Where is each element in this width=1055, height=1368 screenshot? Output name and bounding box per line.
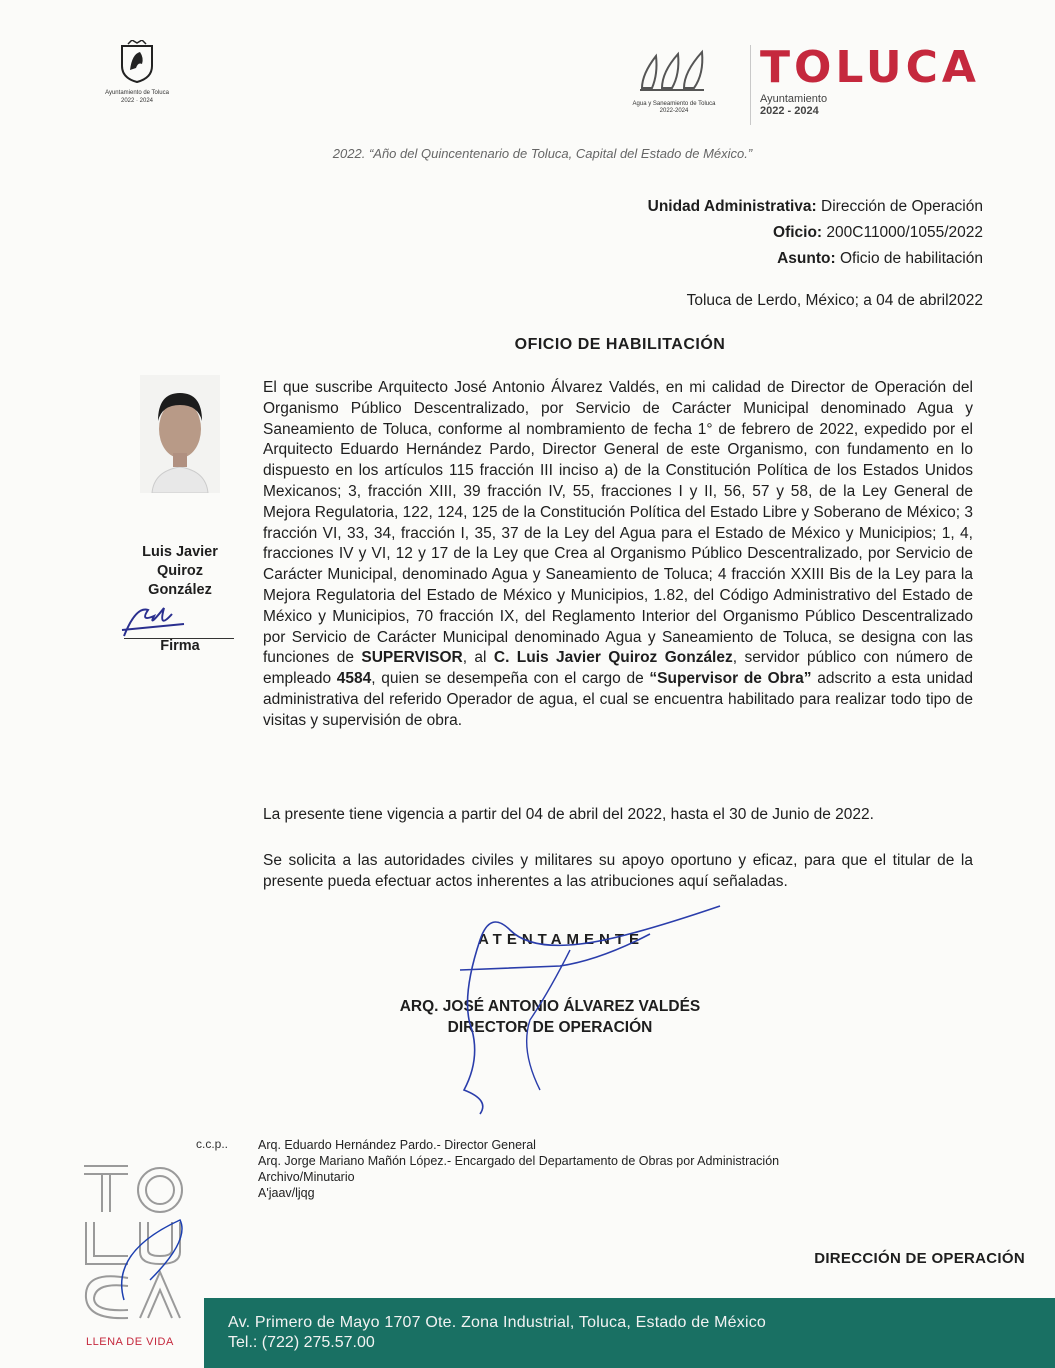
ccp-item: Arq. Jorge Mariano Mañón López.- Encargado del Departamento de Obras por Administración [258,1154,780,1168]
year-motto: 2022. “Año del Quincentenario de Toluca, Capital del Estado de México.” [332,146,753,161]
toluca-outline-logo [80,1160,190,1330]
shield-icon [118,40,156,84]
ccp-item: A'jaav/ljqg [258,1186,315,1200]
body-part2: , al [462,649,494,667]
left-logo-caption: Ayuntamiento de Toluca [105,90,169,96]
ccp-label: c.c.p.. [196,1137,229,1151]
person-photo [140,375,220,493]
person-signature [118,600,188,640]
atentamente: ATENTAMENTE [477,931,645,948]
left-logo-years: 2022 · 2024 [120,98,154,104]
person-name-line1: Luis Javier [142,544,218,560]
toluca-brand [760,42,980,117]
body-bold-role: SUPERVISOR [361,649,463,667]
vigencia-paragraph: La presente tiene vigencia a partir del 04 de abril del 2022, hasta el 30 de Junio de 2022. [263,806,874,823]
asunto-row [648,246,983,272]
aguas-years: 2022-2024 [659,108,689,114]
agua-saneamiento-logo [612,48,736,115]
ayuntamiento-shield-logo [92,40,182,125]
ayuntamiento-label: Ayuntamiento [760,93,828,105]
footer-band [204,1298,1055,1368]
brand-wordmark: TOLUCA [760,42,980,93]
oficio-row [648,220,983,246]
director-signature [420,900,750,1120]
body-part4: , quien se desempeña con el cargo de [371,670,650,688]
unidad-row [648,194,983,220]
ccp-list [258,1137,779,1201]
person-name-line2: Quiroz [157,563,203,579]
footer-slogan: LLENA DE VIDA [86,1336,174,1348]
body-bold-position: “Supervisor de Obra” [649,670,812,688]
body-paragraph [263,378,973,732]
footer-phone: Tel.: (722) 275.57.00 [228,1334,375,1351]
ccp-item: Arq. Eduardo Hernández Pardo.- Director General [258,1138,536,1152]
person-name [120,543,240,600]
aguas-caption: Agua y Saneamiento de Toluca [632,101,716,107]
header-divider [750,45,751,125]
asunto-value: Oficio de habilitación [835,250,983,267]
body-bold-name: C. Luis Javier Quiroz González [493,649,733,667]
body-bold-employee: 4584 [336,670,372,688]
water-drops-icon [634,48,714,96]
firma-label: Firma [160,638,200,654]
footer-address: Av. Primero de Mayo 1707 Ote. Zona Industrial, Toluca, Estado de México [228,1314,767,1331]
document-meta [648,194,983,272]
document-date: Toluca de Lerdo, México; a 04 de abril2022 [686,292,983,309]
body-part5: adscrito a esta unidad administrativa del referido Operador de agua, el cual se encuentra habilitado para realizar todo tipo de visitas y supervisión de obra. [263,670,973,729]
signer-name: ARQ. JOSÉ ANTONIO ÁLVAREZ VALDÉS [399,998,701,1015]
solicitud-paragraph: Se solicita a las autoridades civiles y militares su apoyo oportuno y eficaz, para que el titular de la presente pueda efectuar actos inherentes a las atribuciones aquí señaladas. [263,852,973,890]
body-part3: , servidor público con número de empleado [263,649,974,688]
ayuntamiento-years: 2022 - 2024 [760,105,819,117]
department-label: DIRECCIÓN DE OPERACIÓN [814,1250,1025,1267]
unidad-label: Unidad Administrativa: [647,198,817,215]
ccp-item: Archivo/Minutario [258,1170,355,1184]
person-name-line3: González [148,582,212,598]
document-title: OFICIO DE HABILITACIÓN [514,336,726,353]
oficio-label: Oficio: [773,224,823,241]
body-part1: El que suscribe Arquitecto José Antonio Álvarez Valdés, en mi calidad de Director de Operación del Organismo Público Descentralizado, por Servicio de Carácter Municipal denominado Agua y Saneamiento de Toluca, conforme al nombramiento de fecha 1° de febrero de 2022, expedido por el Arquitecto Eduardo Hernández Pardo, Director General de este Organismo, con fundamento en lo dispuesto en los artículos 115 fracción III inciso a) de la Constitución Política de los Estados Unidos Mexicanos; 3, fracción XIII, 39 fracción IV, 55, fracciones I y II, 56, 57 y 58, de la Ley General de Mejora Regulatoria, 122, 124, 125 de la Constitución Política del Estado Libre y Soberano de México; 3 fracción VI, 33, 34, fracción I, 35, 37 de la Ley del Agua para el Estado de México y Municipios; 1, 4, fracciones IV y VI, 12 y 17 de la Ley que Crea al Organismo Público Descentralizado, por Servicio de Carácter Municipal, denominado Agua y Saneamiento de Toluca; 4 fracción XXIII Bis de la Ley para la Mejora Regulatoria del Estado de México y Municipios, 1.82, del Código Administrativo del Estado de México y Municipios, 70 fracción IX, del Reglamento Interior del Organismo Público Descentralizado por Servicio de Carácter Municipal denominado Agua y Saneamiento de Toluca, se designa con las funciones de [263,379,973,667]
signer-position: DIRECTOR DE OPERACIÓN [447,1019,653,1036]
asunto-label: Asunto: [777,250,836,267]
oficio-value: 200C11000/1055/2022 [822,224,983,241]
unidad-value: Dirección de Operación [816,198,983,215]
